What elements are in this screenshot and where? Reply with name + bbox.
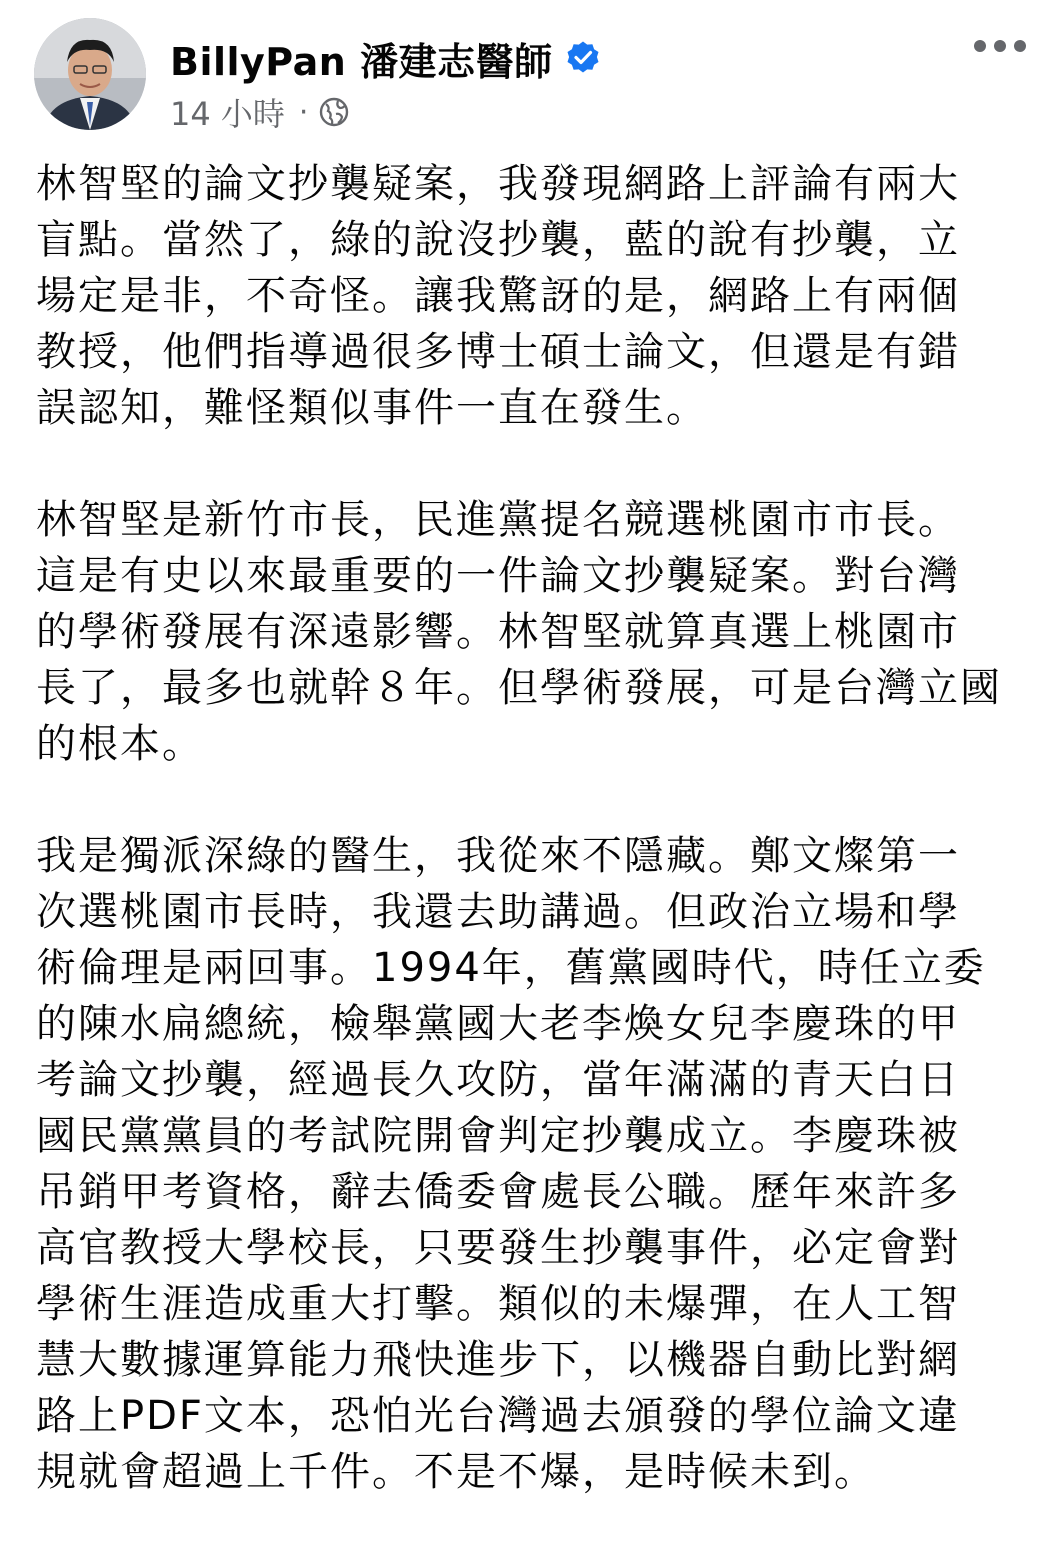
text-line: 慧大數據運算能力飛快進步下，以機器自動比對網 — [36, 1337, 960, 1383]
text-line: 次選桃園市長時，我還去助講過。但政治立場和學 — [36, 889, 960, 935]
author-name[interactable]: BillyPan 潘建志醫師 — [170, 39, 553, 84]
text-line: 高官教授大學校長，只要發生抄襲事件，必定會對 — [36, 1225, 960, 1271]
text-line: 的根本。 — [36, 721, 204, 767]
text-line: 教授，他們指導過很多博士碩士論文，但還是有錯 — [36, 329, 960, 375]
meta-separator: · — [298, 94, 309, 130]
text-line: 的陳水扁總統，檢舉黨國大老李煥女兒李慶珠的甲 — [36, 1001, 960, 1047]
verified-badge-icon — [565, 40, 601, 76]
author-line — [170, 30, 601, 86]
post-paragraph — [36, 492, 1026, 772]
more-horizontal-icon — [974, 40, 986, 52]
text-line: 學術生涯造成重大打擊。類似的未爆彈，在人工智 — [36, 1281, 960, 1327]
post-timestamp[interactable]: 14 小時 — [170, 95, 285, 133]
text-line: 這是有史以來最重要的一件論文抄襲疑案。對台灣 — [36, 553, 960, 599]
post-header — [0, 0, 1056, 150]
avatar-photo — [34, 18, 146, 130]
text-line: 規就會超過上千件。不是不爆，是時候未到。 — [36, 1449, 876, 1495]
text-line: 考論文抄襲，經過長久攻防，當年滿滿的青天白日 — [36, 1057, 960, 1103]
more-horizontal-icon — [994, 40, 1006, 52]
text-line: 的學術發展有深遠影響。林智堅就算真選上桃園市 — [36, 609, 960, 655]
text-line: 盲點。當然了，綠的說沒抄襲，藍的說有抄襲，立 — [36, 217, 960, 263]
more-options-button[interactable] — [974, 32, 1026, 60]
more-horizontal-icon — [1014, 40, 1026, 52]
text-line: 林智堅的論文抄襲疑案，我發現網路上評論有兩大 — [36, 161, 960, 207]
text-line: 吊銷甲考資格，辭去僑委會處長公職。歷年來許多 — [36, 1169, 960, 1215]
text-line: 長了，最多也就幹８年。但學術發展，可是台灣立國 — [36, 665, 1002, 711]
author-avatar[interactable] — [34, 18, 146, 130]
post-paragraph — [36, 156, 1026, 436]
text-line: 誤認知，難怪類似事件一直在發生。 — [36, 385, 708, 431]
text-line: 路上PDF文本，恐怕光台灣過去頒發的學位論文違 — [36, 1393, 960, 1439]
post-text — [36, 156, 1026, 1556]
post-paragraph — [36, 828, 1026, 1500]
text-line: 國民黨黨員的考試院開會判定抄襲成立。李慶珠被 — [36, 1113, 960, 1159]
text-line: 場定是非，不奇怪。讓我驚訝的是，網路上有兩個 — [36, 273, 960, 319]
text-line: 林智堅是新竹市長，民進黨提名競選桃園市市長。 — [36, 497, 960, 543]
post-meta — [170, 90, 350, 134]
text-line: 術倫理是兩回事。1994年，舊黨國時代，時任立委 — [36, 945, 986, 991]
globe-icon[interactable] — [318, 96, 350, 128]
text-line: 我是獨派深綠的醫生，我從來不隱藏。鄭文燦第一 — [36, 833, 960, 879]
